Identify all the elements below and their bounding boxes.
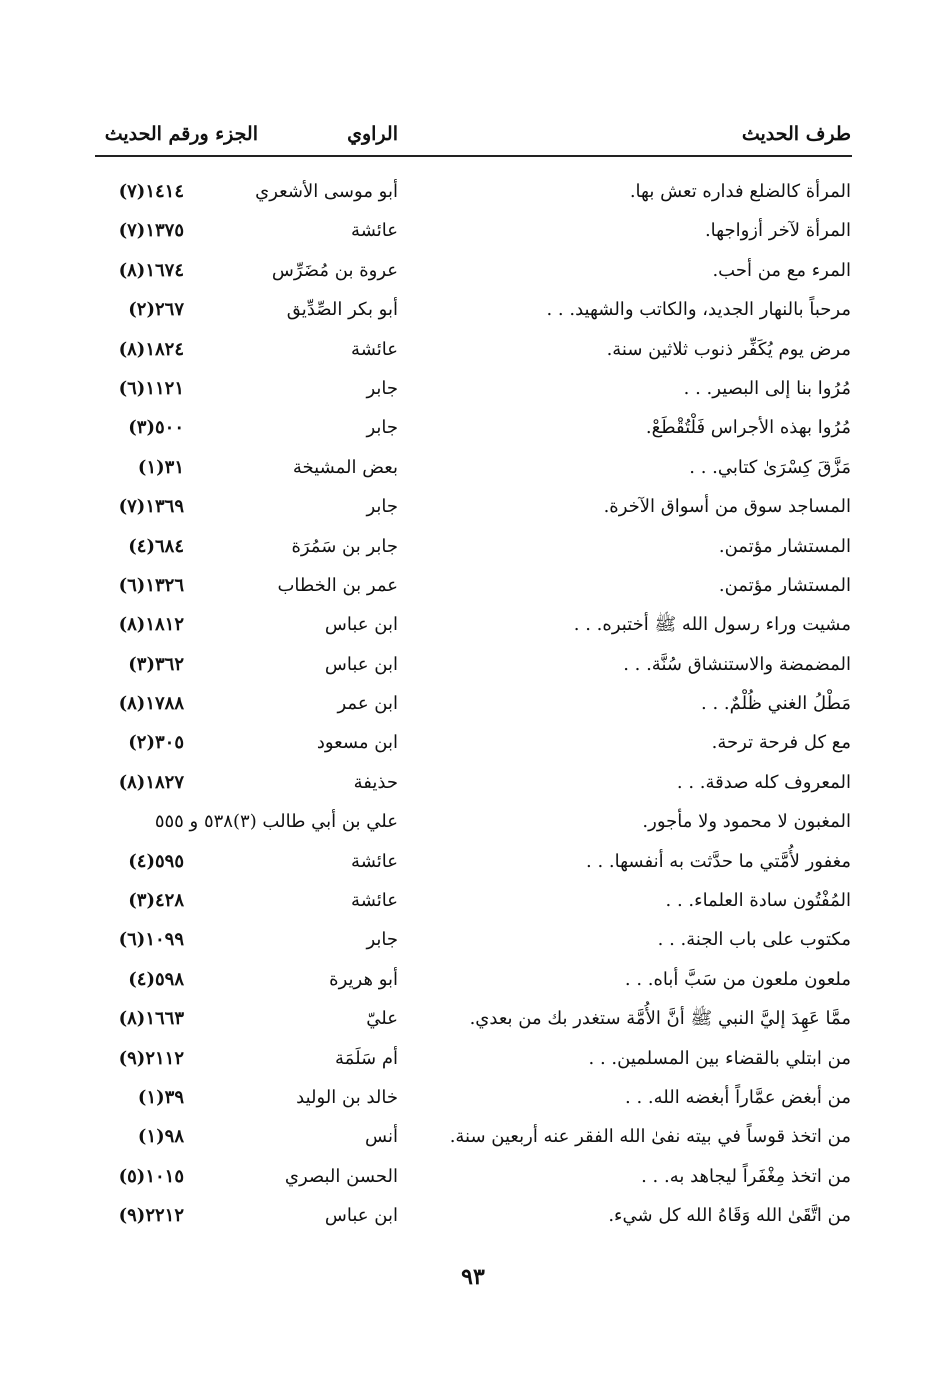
hadith-reference: ٣٠٥(٢) (128, 732, 184, 754)
table-row (0, 290, 946, 329)
table-row (0, 566, 946, 605)
hadith-reference: ١١٢١(٦) (118, 377, 184, 399)
hadith-reference: ١٦٧٤(٨) (118, 259, 184, 281)
hadith-reference: ٢١١٢(٩) (118, 1047, 184, 1069)
hadith-reference: ١٨١٢(٨) (118, 614, 184, 636)
hadith-reference: ١٧٨٨(٨) (118, 693, 184, 715)
narrator-name: جابر (366, 417, 398, 439)
table-row (0, 211, 946, 250)
table-row (0, 251, 946, 290)
narrator-name: أم سَلَمَة (335, 1047, 398, 1069)
table-row (0, 1157, 946, 1196)
narrator-name: جابر (366, 496, 398, 518)
hadith-text: مُرُوا بنا إلى البصير. . . (683, 377, 851, 399)
hadith-reference: ٢٢١٢(٩) (118, 1205, 184, 1227)
hadith-reference: ١٤١٤(٧) (118, 181, 184, 202)
narrator-name: حذيفة (353, 771, 398, 793)
table-row (0, 408, 946, 447)
hadith-reference: ١٣٢٦(٦) (118, 574, 184, 596)
hadith-text: من اتخذ مِغْفَراً ليجاهد به. . . (641, 1165, 851, 1187)
hadith-text: المغبون لا محمود ولا مأجور. (642, 811, 851, 833)
table-row (0, 1039, 946, 1078)
hadith-text: المرء مع من أحب. (712, 259, 851, 281)
narrator-name: عائشة (351, 850, 398, 872)
hadith-reference: ٦٨٤(٤) (128, 535, 184, 557)
table-row (0, 684, 946, 723)
hadith-reference: ٤٢٨(٣) (128, 890, 184, 912)
hadith-reference: ١٨٢٤(٨) (118, 338, 184, 360)
hadith-index-table (0, 172, 946, 1236)
hadith-text: المستشار مؤتمن. (718, 535, 851, 557)
hadith-text: مَطْلُ الغني ظُلْمٌ. . . (701, 693, 851, 715)
narrator-and-reference: علي بن أبي طالب (٣)٥٣٨ و ٥٥٥ (154, 811, 398, 833)
hadith-text: المستشار مؤتمن. (718, 574, 851, 596)
narrator-name: عائشة (351, 338, 398, 360)
hadith-reference: ٩٨(١) (137, 1126, 184, 1148)
page-number: ٩٣ (461, 1264, 485, 1290)
table-row (0, 920, 946, 959)
table-row (0, 999, 946, 1038)
table-row (0, 1117, 946, 1156)
hadith-reference: ٣٩(١) (137, 1086, 184, 1108)
table-row (0, 1078, 946, 1117)
column-header-reference: الجزء ورقم الحديث (104, 123, 258, 145)
narrator-name: عليّ (366, 1008, 398, 1030)
table-row (0, 369, 946, 408)
hadith-reference: ١٠٩٩(٦) (118, 929, 184, 951)
hadith-reference: ١٣٧٥(٧) (118, 220, 184, 242)
hadith-text: المرأة كالضلع فداره تعش بها. (629, 181, 851, 202)
hadith-text: مع كل فرحة ترحة. (711, 732, 851, 754)
table-row (0, 172, 946, 211)
hadith-reference: ١٣٦٩(٧) (118, 496, 184, 518)
hadith-text: مكتوب على باب الجنة. . . (657, 929, 851, 951)
column-header-narrator: الراوي (347, 123, 398, 145)
hadith-reference: ٥٩٥(٤) (128, 850, 184, 872)
narrator-name: ابن عباس (324, 614, 398, 636)
hadith-text: من اتَّقَىٰ الله وَقَاهُ الله كل شيء. (608, 1205, 851, 1227)
table-row (0, 763, 946, 802)
hadith-text: مرض يوم يُكَفِّر ذنوب ثلاثين سنة. (606, 338, 851, 360)
table-row (0, 487, 946, 526)
table-row (0, 645, 946, 684)
hadith-text: المساجد سوق من أسواق الآخرة. (603, 496, 851, 518)
hadith-reference: ١٦٦٣(٨) (118, 1008, 184, 1030)
narrator-name: عائشة (351, 220, 398, 242)
narrator-name: أبو موسى الأشعري (255, 181, 398, 202)
narrator-name: جابر بن سَمُرَة (291, 535, 398, 557)
narrator-name: جابر (366, 929, 398, 951)
hadith-text: مغفور لأُمَّتي ما حدَّثت به أنفسها. . . (586, 850, 851, 872)
table-row (0, 802, 946, 841)
table-row (0, 605, 946, 644)
hadith-text: مشيت وراء رسول الله ﷺ أختبره. . . (573, 614, 851, 636)
hadith-text: مرحباً بالنهار الجديد، والكاتب والشهيد. . . (546, 299, 851, 321)
hadith-text: من أبغض عمَّاراً أبغضه الله. . . (625, 1086, 851, 1108)
hadith-text: المُفْتُون سادة العلماء. . . (665, 890, 851, 912)
table-row (0, 842, 946, 881)
hadith-text: مُرُوا بهذه الأجراس فَلْتُقْطَعْ. (645, 417, 851, 439)
hadith-reference: ١٨٢٧(٨) (118, 771, 184, 793)
narrator-name: الحسن البصري (284, 1165, 398, 1187)
narrator-name: أبو هريرة (329, 968, 398, 990)
hadith-reference: ١٠١٥(٥) (118, 1165, 184, 1187)
narrator-name: أنس (365, 1126, 398, 1148)
hadith-text: المعروف كله صدقة. . . (676, 771, 851, 793)
hadith-reference: ٢٦٧(٢) (128, 299, 184, 321)
hadith-reference: ٣١(١) (137, 456, 184, 478)
header-divider (95, 155, 852, 157)
narrator-name: ابن مسعود (316, 732, 398, 754)
table-row (0, 330, 946, 369)
narrator-name: جابر (366, 377, 398, 399)
table-row (0, 1196, 946, 1235)
hadith-text: مَزَّقَ كِسْرَىٰ كتابي. . . (689, 456, 851, 478)
column-header-hadith: طرف الحديث (741, 123, 851, 145)
table-row (0, 527, 946, 566)
narrator-name: عمر بن الخطاب (277, 574, 398, 596)
hadith-text: ممَّا عَهِدَ إليَّ النبي ﷺ أنَّ الأُمَّة ستغدر بك من بعدي. (469, 1008, 851, 1030)
table-row (0, 448, 946, 487)
hadith-text: من اتخذ قوساً في بيته نفىٰ الله الفقر عنه أربعين سنة. (449, 1126, 851, 1148)
hadith-reference: ٣٦٢(٣) (128, 653, 184, 675)
hadith-reference: ٥٠٠(٣) (128, 417, 184, 439)
hadith-text: ملعون ملعون من سَبَّ أباه. . . (624, 968, 851, 990)
table-row (0, 723, 946, 762)
narrator-name: ابن عباس (324, 653, 398, 675)
narrator-name: عائشة (351, 890, 398, 912)
hadith-text: من ابتلي بالقضاء بين المسلمين. . . (588, 1047, 851, 1069)
narrator-name: ابن عباس (324, 1205, 398, 1227)
table-row (0, 960, 946, 999)
table-row (0, 881, 946, 920)
narrator-name: بعض المشيخة (292, 456, 398, 478)
hadith-reference: ٥٩٨(٤) (128, 968, 184, 990)
narrator-name: ابن عمر (337, 693, 398, 715)
hadith-text: المضمضة والاستنشاق سُنَّة. . . (623, 653, 851, 675)
narrator-name: خالد بن الوليد (296, 1086, 398, 1108)
narrator-name: عروة بن مُضَرِّس (271, 259, 398, 281)
hadith-text: المرأة لآخر أزواجها. (704, 220, 851, 242)
narrator-name: أبو بكر الصِّدِّيق (286, 299, 398, 321)
